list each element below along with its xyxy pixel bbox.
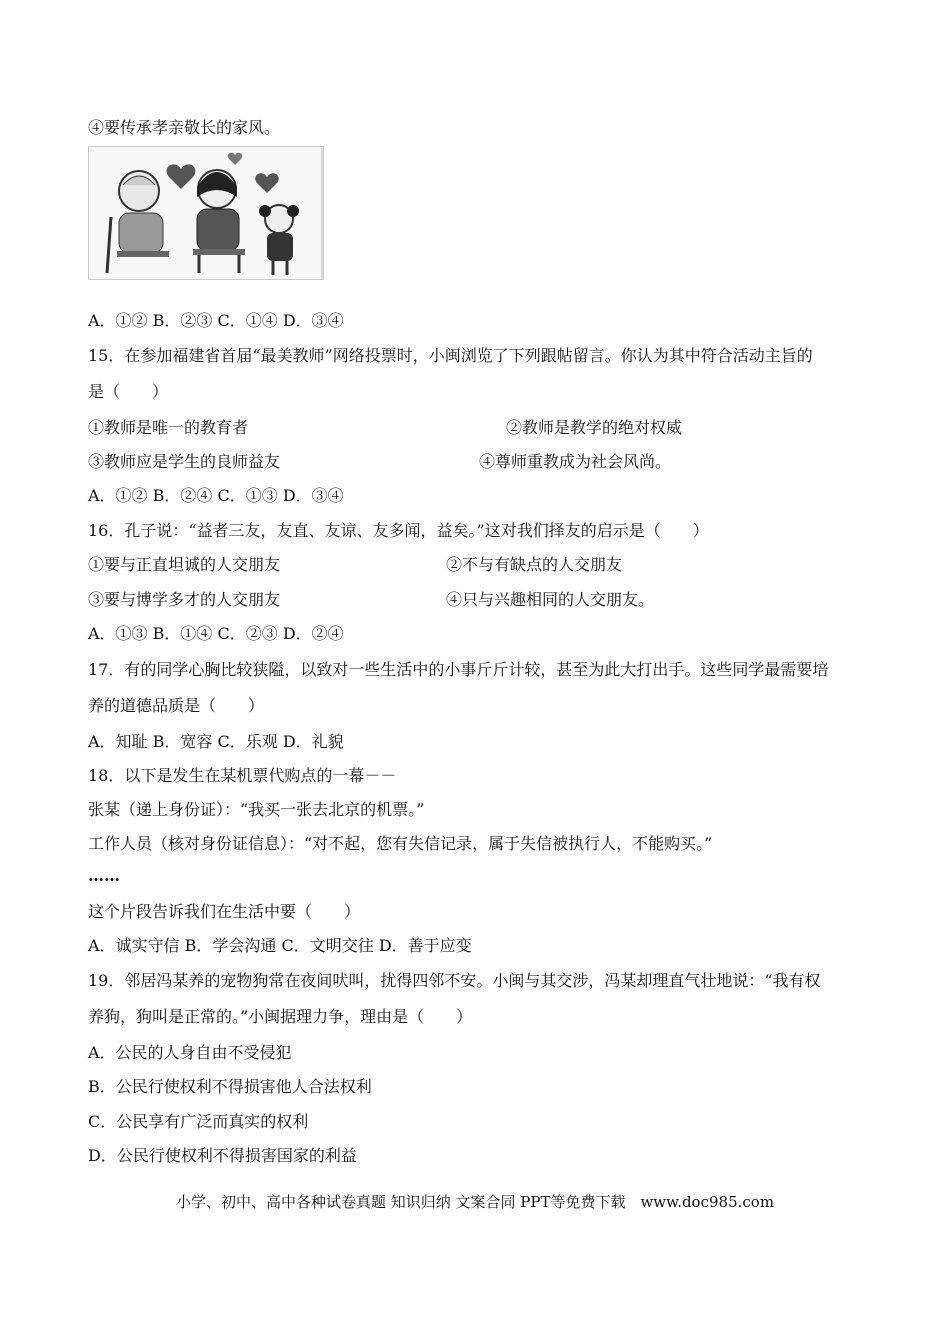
q14-item-4: ④要传承孝亲敬长的家风。 bbox=[88, 118, 281, 137]
q15-stem-1: 15．在参加福建省首届“最美教师”网络投票时，小闽浏览了下列跟帖留言。你认为其中符合活动主旨的 bbox=[88, 346, 813, 365]
q17-stem-2: 养的道德品质是（ ） bbox=[88, 696, 265, 715]
q16-stem: 16．孔子说：“益者三友，友直、友谅、友多闻，益矣。”这对我们择友的启示是（ ） bbox=[88, 521, 709, 540]
q15-options: A．①② B．②④ C．①③ D．③④ bbox=[88, 486, 344, 505]
q18-question: 这个片段告诉我们在生活中要（ ） bbox=[88, 902, 361, 921]
q15-item-4: ④尊师重教成为社会风尚。 bbox=[479, 452, 672, 471]
page-footer: 小学、初中、高中各种试卷真题 知识归纳 文案合同 PPT等免费下载 www.doc985.com bbox=[175, 1193, 775, 1211]
q18-stem: 18．以下是发生在某机票代购点的一幕－－ bbox=[88, 766, 397, 785]
q18-dialogue-2: 工作人员（核对身份证信息）：“对不起，您有失信记录，属于失信被执行人，不能购买。” bbox=[88, 834, 713, 853]
q15-item-3: ③教师应是学生的良师益友 bbox=[88, 452, 281, 471]
q19-option-b: B．公民行使权利不得损害他人合法权利 bbox=[88, 1077, 372, 1096]
q16-item-2: ②不与有缺点的人交朋友 bbox=[446, 555, 623, 574]
q15-stem-2: 是（ ） bbox=[88, 382, 169, 401]
q16-item-1: ①要与正直坦诚的人交朋友 bbox=[88, 555, 281, 574]
q18-options: A．诚实守信 B．学会沟通 C．文明交往 D．善于应变 bbox=[88, 936, 472, 955]
q16-item-4: ④只与兴趣相同的人交朋友。 bbox=[446, 590, 655, 609]
q19-stem-1: 19．邻居冯某养的宠物狗常在夜间吠叫，扰得四邻不安。小闽与其交涉，冯某却理直气壮地说：“我有权 bbox=[88, 971, 821, 990]
q19-option-c: C．公民享有广泛而真实的权利 bbox=[88, 1112, 309, 1131]
q15-item-2: ②教师是教学的绝对权威 bbox=[506, 418, 683, 437]
family-illustration bbox=[88, 146, 324, 280]
q19-stem-2: 养狗，狗叫是正常的。”小闽据理力争，理由是（ ） bbox=[88, 1007, 473, 1026]
q15-item-1: ①教师是唯一的教育者 bbox=[88, 418, 249, 437]
q17-stem-1: 17．有的同学心胸比较狭隘，以致对一些生活中的小事斤斤计较，甚至为此大打出手。这些同学最需要培 bbox=[88, 660, 829, 679]
q16-item-3: ③要与博学多才的人交朋友 bbox=[88, 590, 281, 609]
q14-options: A．①② B．②③ C．①④ D．③④ bbox=[88, 311, 344, 330]
q18-ellipsis: …… bbox=[88, 866, 120, 885]
q16-options: A．①③ B．①④ C．②③ D．②④ bbox=[88, 624, 344, 643]
q19-option-d: D．公民行使权利不得损害国家的利益 bbox=[88, 1146, 357, 1165]
family-illustration-svg bbox=[89, 147, 323, 279]
q17-options: A．知耻 B．宽容 C．乐观 D．礼貌 bbox=[88, 732, 344, 751]
q19-option-a: A．公民的人身自由不受侵犯 bbox=[88, 1043, 292, 1062]
q18-dialogue-1: 张某（递上身份证）：“我买一张去北京的机票。” bbox=[88, 800, 425, 819]
